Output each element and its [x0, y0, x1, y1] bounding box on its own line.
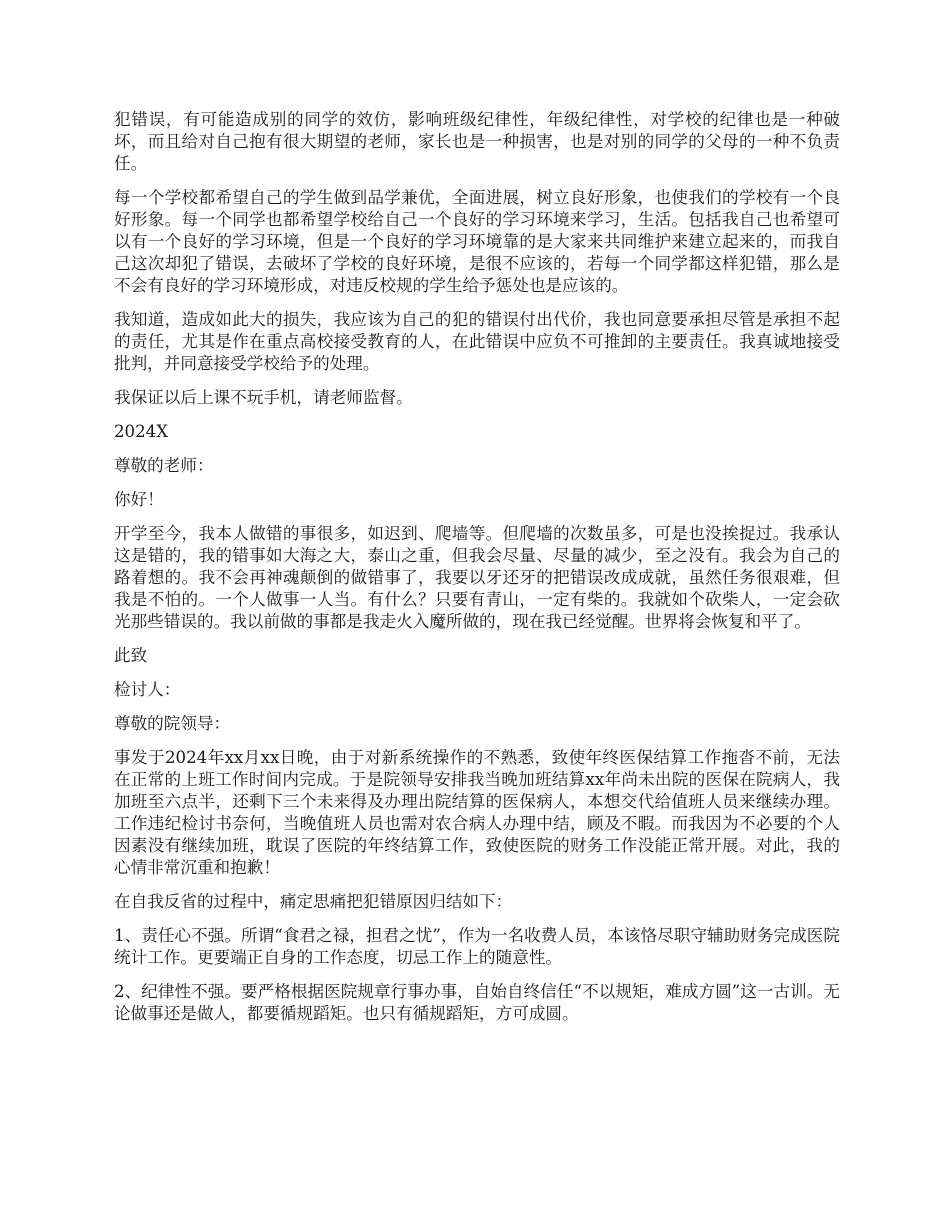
paragraph: 犯错误，有可能造成别的同学的效仿，影响班级纪律性，年级纪律性，对学校的纪律也是一种破坏，而且给对自己抱有很大期望的老师，家长也是一种损害，也是对别的同学的父母的一种不负责任。	[114, 110, 840, 173]
paragraph: 在自我反省的过程中，痛定思痛把犯错原因归结如下：	[114, 892, 513, 911]
paragraph: 每一个学校都希望自己的学生做到品学兼优，全面进展，树立良好形象，也使我们的学校有一个良好形象。每一个同学也都希望学校给自己一个良好的学习环境来学习，生活。包括我自己也希望可以有一个良好的学习环境，但是一个良好的学习环境靠的是大家来共同维护来建立起来的，而我自己这次却犯了错误，去破坏了学校的良好环境，是很不应该的，若每一个同学都这样犯错，那么是不会有良好的学习环境形成，对违反校规的学生给予惩处也是应该的。	[114, 188, 840, 295]
list-item: 1、责任心不强。所谓“食君之禄，担君之忧”，作为一名收费人员，本该恪尽职守辅助财务完成医院统计工作。更要端正自身的工作态度，切忌工作上的随意性。	[114, 926, 840, 967]
date-line: 2024X	[114, 422, 169, 441]
paragraph: 我知道，造成如此大的损失，我应该为自己的犯的错误付出代价，我也同意要承担尽管是承担不起的责任，尤其是作在重点高校接受教育的人，在此错误中应负不可推卸的主要责任。我真诚地接受批判，并同意接受学校给予的处理。	[114, 310, 840, 373]
paragraph: 我保证以后上课不玩手机，请老师监督。	[114, 388, 413, 407]
salutation: 尊敬的老师：	[114, 456, 214, 475]
document-body	[114, 109, 840, 1037]
greeting: 你好！	[114, 490, 164, 509]
list-item: 2、纪律性不强。要严格根据医院规章行事办事，自始自终信任“不以规矩，难成方圆”这一古训。无论做事还是做人，都要循规蹈矩。也只有循规蹈矩，方可成圆。	[114, 982, 840, 1023]
paragraph: 开学至今，我本人做错的事很多，如迟到、爬墙等。但爬墙的次数虽多，可是也没挨捉过。我承认这是错的，我的错事如大海之大，泰山之重，但我会尽量、尽量的减少，至之没有。我会为自己的路着想的。我不会再神魂颠倒的做错事了，我要以牙还牙的把错误改成成就，虽然任务很艰难，但我是不怕的。一个人做事一人当。有什么？只要有青山，一定有柴的。我就如个砍柴人，一定会砍光那些错误的。我以前做的事都是我走火入魔所做的，现在我已经觉醒。世界将会恢复和平了。	[114, 524, 840, 631]
signature-label: 检讨人：	[114, 680, 181, 699]
closing: 此致	[114, 646, 148, 665]
paragraph: 事发于2024年xx月xx日晚，由于对新系统操作的不熟悉，致使年终医保结算工作拖沓不前，无法在正常的上班工作时间内完成。于是院领导安排我当晚加班结算xx年尚未出院的医保在院病人，我加班至六点半，还剩下三个未来得及办理出院结算的医保病人，本想交代给值班人员来继续办理。工作违纪检讨书奈何，当晚值班人员也需对农合病人办理中结，顾及不暇。而我因为不必要的个人因素没有继续加班，耽误了医院的年终结算工作，致使医院的财务工作没能正常开展。对此，我的心情非常沉重和抱歉！	[114, 748, 840, 877]
salutation: 尊敬的院领导：	[114, 714, 231, 733]
